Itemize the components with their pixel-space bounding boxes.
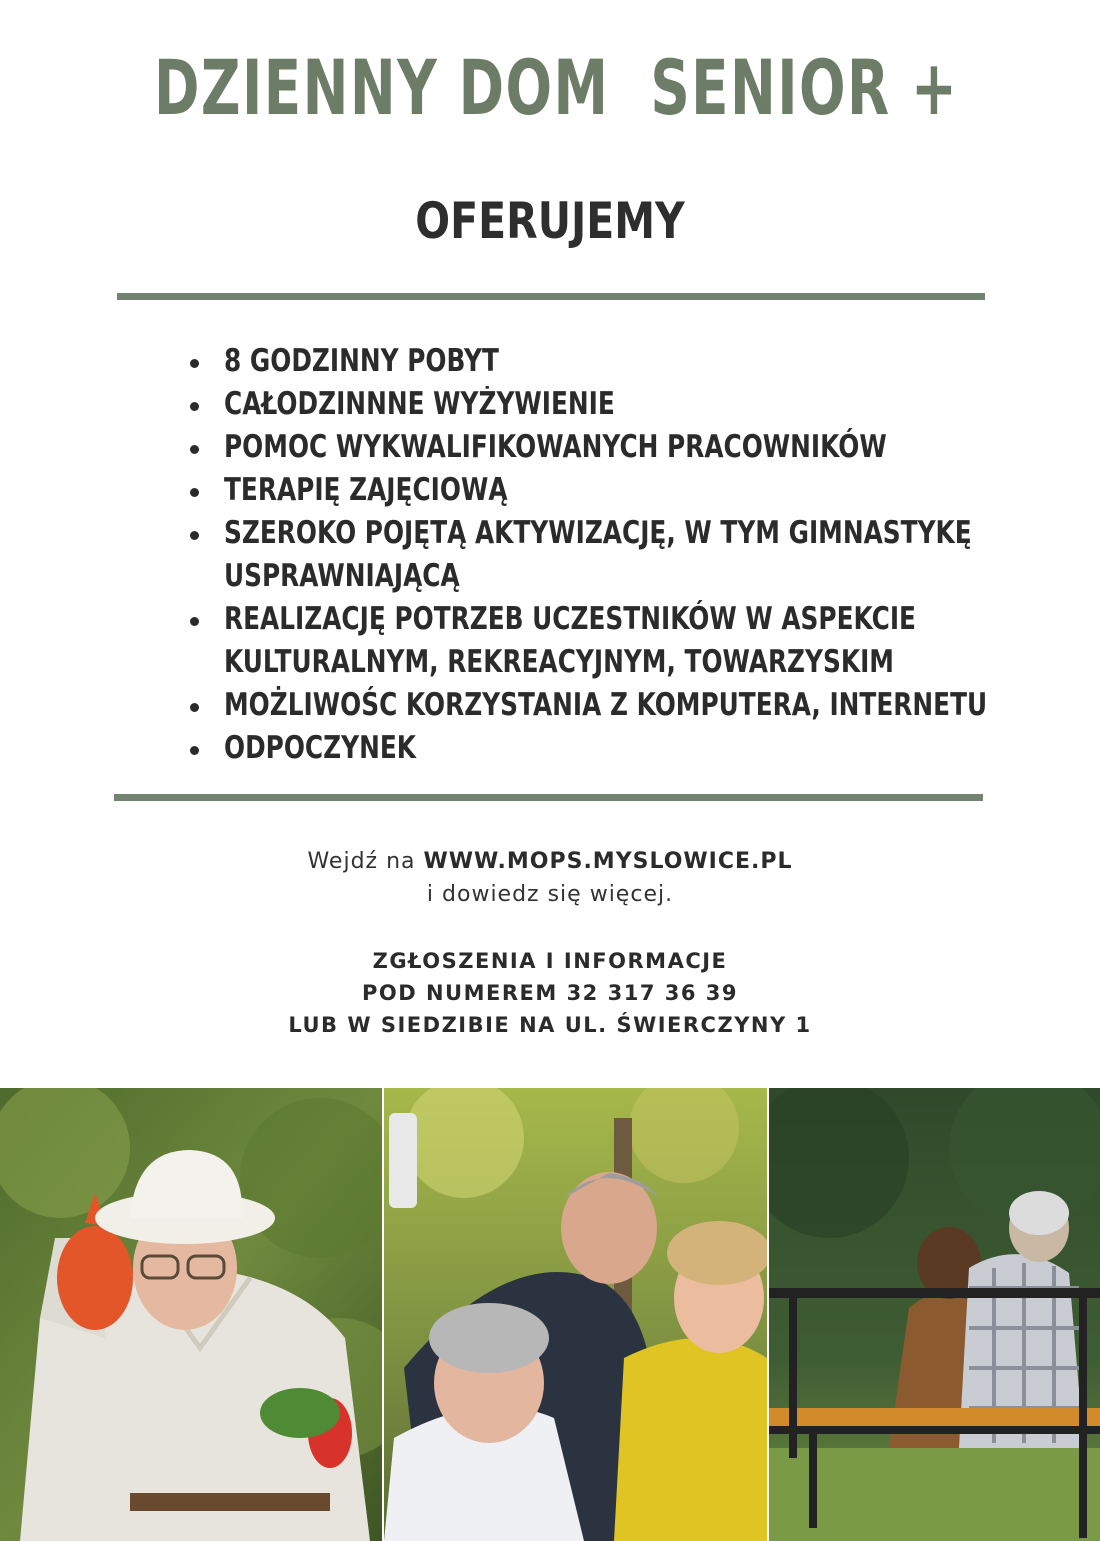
learn-more-text: i dowiedz się więcej.	[426, 882, 674, 907]
offer-item	[182, 512, 982, 598]
bullet-icon	[190, 445, 199, 454]
offer-item-text: POMOC WYKWALIFIKOWANYCH PRACOWNIKÓW	[224, 429, 887, 465]
photo-senior-gardener	[0, 1088, 382, 1541]
bullet-icon	[190, 359, 199, 368]
contact-line: ZGŁOSZENIA I INFORMACJE	[372, 949, 728, 973]
offer-item-text: REALIZACJĘ POTRZEB UCZESTNIKÓW W ASPEKCIE	[224, 601, 917, 637]
offer-item	[182, 426, 982, 469]
offer-item-text: 8 GODZINNY POBYT	[224, 343, 499, 379]
bottom-divider	[114, 794, 983, 801]
bullet-icon	[190, 402, 199, 411]
offer-item-text: CAŁODZINNNE WYŻYWIENIE	[224, 386, 615, 422]
website-link[interactable]: WWW.MOPS.MYSLOWICE.PL	[423, 849, 793, 874]
offer-item	[182, 383, 982, 426]
visit-prefix: Wejdź na	[307, 849, 424, 874]
bullet-icon	[190, 703, 199, 712]
offer-heading: OFERUJEMY	[415, 192, 685, 250]
offer-list	[182, 340, 988, 770]
offer-item-text: TERAPIĘ ZAJĘCIOWĄ	[224, 472, 508, 508]
offer-item	[182, 469, 982, 512]
contact-address-line: LUB W SIEDZIBIE NA UL. ŚWIERCZYNY 1	[288, 1013, 812, 1037]
bullet-icon	[190, 531, 199, 540]
photo-strip	[0, 1088, 1100, 1541]
offer-item	[182, 340, 982, 383]
offer-item-text: ODPOCZYNEK	[224, 730, 416, 766]
contact-phone-line: POD NUMEREM 32 317 36 39	[361, 981, 739, 1005]
offer-item-text-continued: USPRAWNIAJĄCĄ	[224, 558, 460, 594]
offer-item-text: MOŻLIWOŚC KORZYSTANIA Z KOMPUTERA, INTERNETU	[224, 687, 988, 723]
photo-senior-couple	[769, 1088, 1100, 1541]
offer-item	[182, 727, 982, 770]
top-divider	[117, 293, 985, 300]
offer-item	[182, 598, 982, 684]
bullet-icon	[190, 488, 199, 497]
offer-item	[182, 684, 988, 727]
poster-title: DZIENNY DOM SENIOR +	[153, 43, 959, 132]
offer-item-text: SZEROKO POJĘTĄ AKTYWIZACJĘ, W TYM GIMNASTYKĘ	[224, 515, 972, 551]
visit-website-line	[0, 847, 1100, 877]
photo-senior-friends	[384, 1088, 767, 1541]
bullet-icon	[190, 746, 199, 755]
bullet-icon	[190, 617, 199, 626]
offer-item-text-continued: KULTURALNYM, REKREACYJNYM, TOWARZYSKIM	[224, 644, 894, 680]
